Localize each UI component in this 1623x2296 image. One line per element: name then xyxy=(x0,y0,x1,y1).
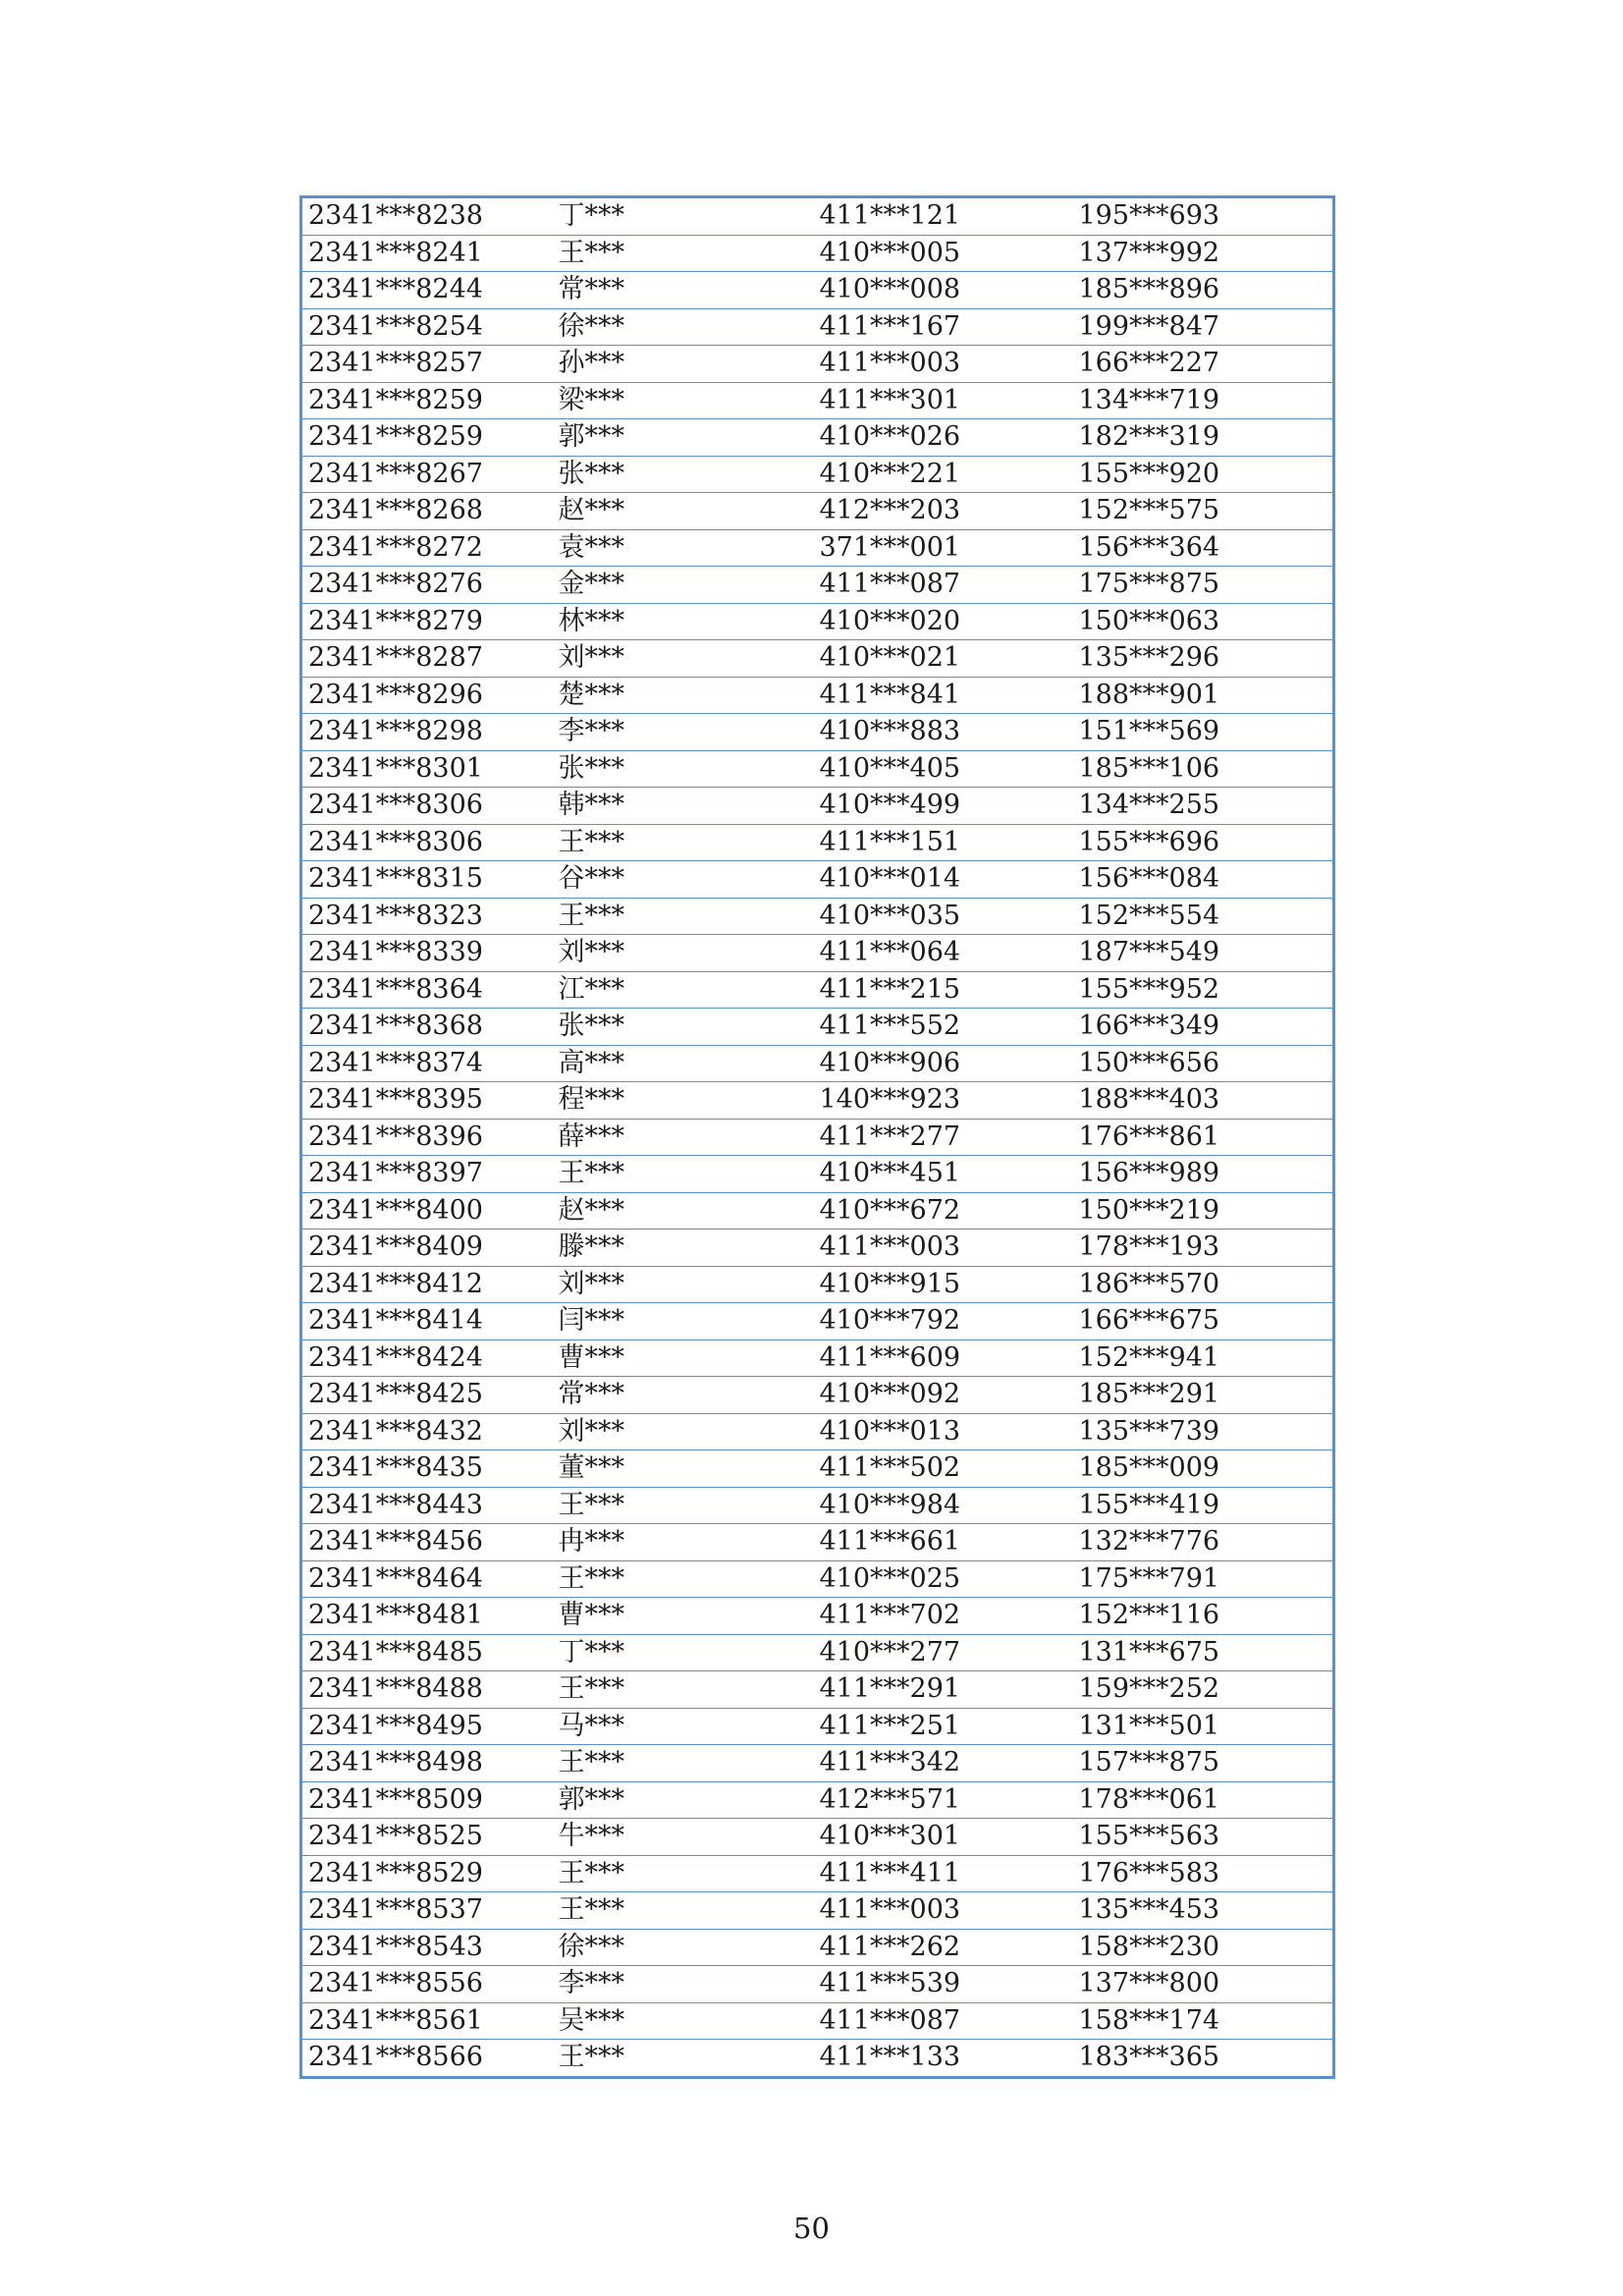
name-cell: 张*** xyxy=(555,1009,814,1046)
exam-id-cell: 2341***8244 xyxy=(301,272,555,309)
exam-id-cell: 2341***8257 xyxy=(301,346,555,383)
exam-id-cell: 2341***8268 xyxy=(301,493,555,530)
id-number-cell: 411***215 xyxy=(814,971,1073,1009)
name-cell: 王*** xyxy=(555,1487,814,1524)
phone-cell: 152***575 xyxy=(1073,493,1334,530)
name-cell: 刘*** xyxy=(555,1266,814,1303)
table-row xyxy=(301,1045,1334,1082)
name-cell: 郭*** xyxy=(555,1781,814,1819)
exam-id-cell: 2341***8495 xyxy=(301,1708,555,1745)
exam-id-cell: 2341***8432 xyxy=(301,1413,555,1450)
exam-id-cell: 2341***8414 xyxy=(301,1303,555,1340)
page-number: 50 xyxy=(793,2212,830,2245)
phone-cell: 166***675 xyxy=(1073,1303,1334,1340)
phone-cell: 155***419 xyxy=(1073,1487,1334,1524)
phone-cell: 131***675 xyxy=(1073,1634,1334,1671)
id-number-cell: 411***003 xyxy=(814,346,1073,383)
table-row xyxy=(301,1855,1334,1892)
name-cell: 王*** xyxy=(555,1855,814,1892)
phone-cell: 176***583 xyxy=(1073,1855,1334,1892)
exam-id-cell: 2341***8323 xyxy=(301,898,555,935)
roster-table xyxy=(299,195,1335,2079)
id-number-cell: 411***064 xyxy=(814,935,1073,972)
phone-cell: 134***255 xyxy=(1073,788,1334,825)
exam-id-cell: 2341***8498 xyxy=(301,1745,555,1782)
name-cell: 刘*** xyxy=(555,640,814,678)
exam-id-cell: 2341***8424 xyxy=(301,1339,555,1377)
exam-id-cell: 2341***8464 xyxy=(301,1560,555,1598)
phone-cell: 156***989 xyxy=(1073,1156,1334,1193)
phone-cell: 155***563 xyxy=(1073,1819,1334,1856)
exam-id-cell: 2341***8241 xyxy=(301,235,555,272)
table-row xyxy=(301,1708,1334,1745)
id-number-cell: 411***277 xyxy=(814,1119,1073,1156)
exam-id-cell: 2341***8259 xyxy=(301,382,555,419)
table-row xyxy=(301,788,1334,825)
exam-id-cell: 2341***8409 xyxy=(301,1230,555,1267)
id-number-cell: 411***301 xyxy=(814,382,1073,419)
id-number-cell: 410***277 xyxy=(814,1634,1073,1671)
exam-id-cell: 2341***8296 xyxy=(301,677,555,714)
exam-id-cell: 2341***8364 xyxy=(301,971,555,1009)
exam-id-cell: 2341***8537 xyxy=(301,1892,555,1930)
name-cell: 李*** xyxy=(555,714,814,751)
id-number-cell: 411***262 xyxy=(814,1929,1073,1966)
id-number-cell: 410***025 xyxy=(814,1560,1073,1598)
name-cell: 林*** xyxy=(555,603,814,640)
phone-cell: 185***896 xyxy=(1073,272,1334,309)
exam-id-cell: 2341***8306 xyxy=(301,788,555,825)
id-number-cell: 412***571 xyxy=(814,1781,1073,1819)
phone-cell: 137***800 xyxy=(1073,1966,1334,2003)
id-number-cell: 410***026 xyxy=(814,419,1073,457)
exam-id-cell: 2341***8276 xyxy=(301,567,555,604)
name-cell: 李*** xyxy=(555,1966,814,2003)
id-number-cell: 411***087 xyxy=(814,567,1073,604)
table-row xyxy=(301,1745,1334,1782)
id-number-cell: 411***841 xyxy=(814,677,1073,714)
table-row xyxy=(301,1082,1334,1120)
phone-cell: 152***116 xyxy=(1073,1598,1334,1635)
name-cell: 马*** xyxy=(555,1708,814,1745)
exam-id-cell: 2341***8368 xyxy=(301,1009,555,1046)
phone-cell: 185***291 xyxy=(1073,1377,1334,1414)
table-row xyxy=(301,640,1334,678)
name-cell: 闫*** xyxy=(555,1303,814,1340)
name-cell: 徐*** xyxy=(555,308,814,346)
id-number-cell: 411***502 xyxy=(814,1450,1073,1488)
name-cell: 王*** xyxy=(555,1671,814,1709)
id-number-cell: 411***251 xyxy=(814,1708,1073,1745)
name-cell: 刘*** xyxy=(555,1413,814,1450)
table-row xyxy=(301,456,1334,493)
id-number-cell: 410***405 xyxy=(814,750,1073,788)
phone-cell: 135***739 xyxy=(1073,1413,1334,1450)
id-number-cell: 411***342 xyxy=(814,1745,1073,1782)
id-number-cell: 411***291 xyxy=(814,1671,1073,1709)
exam-id-cell: 2341***8287 xyxy=(301,640,555,678)
phone-cell: 152***554 xyxy=(1073,898,1334,935)
name-cell: 王*** xyxy=(555,1560,814,1598)
name-cell: 袁*** xyxy=(555,529,814,567)
name-cell: 王*** xyxy=(555,1156,814,1193)
table-row xyxy=(301,861,1334,899)
phone-cell: 195***693 xyxy=(1073,197,1334,236)
table-row xyxy=(301,750,1334,788)
exam-id-cell: 2341***8456 xyxy=(301,1524,555,1561)
table-row xyxy=(301,419,1334,457)
phone-cell: 166***227 xyxy=(1073,346,1334,383)
exam-id-cell: 2341***8435 xyxy=(301,1450,555,1488)
table-row xyxy=(301,1560,1334,1598)
id-number-cell: 411***702 xyxy=(814,1598,1073,1635)
table-row xyxy=(301,272,1334,309)
phone-cell: 159***252 xyxy=(1073,1671,1334,1709)
exam-id-cell: 2341***8254 xyxy=(301,308,555,346)
table-row xyxy=(301,824,1334,861)
exam-id-cell: 2341***8397 xyxy=(301,1156,555,1193)
id-number-cell: 410***092 xyxy=(814,1377,1073,1414)
name-cell: 牛*** xyxy=(555,1819,814,1856)
exam-id-cell: 2341***8267 xyxy=(301,456,555,493)
phone-cell: 186***570 xyxy=(1073,1266,1334,1303)
id-number-cell: 410***013 xyxy=(814,1413,1073,1450)
table-row xyxy=(301,1266,1334,1303)
name-cell: 吴*** xyxy=(555,2002,814,2040)
exam-id-cell: 2341***8396 xyxy=(301,1119,555,1156)
name-cell: 王*** xyxy=(555,1745,814,1782)
id-number-cell: 410***672 xyxy=(814,1192,1073,1230)
exam-id-cell: 2341***8425 xyxy=(301,1377,555,1414)
name-cell: 楚*** xyxy=(555,677,814,714)
name-cell: 王*** xyxy=(555,2040,814,2078)
table-row xyxy=(301,346,1334,383)
id-number-cell: 410***451 xyxy=(814,1156,1073,1193)
id-number-cell: 410***221 xyxy=(814,456,1073,493)
id-number-cell: 410***008 xyxy=(814,272,1073,309)
name-cell: 张*** xyxy=(555,750,814,788)
phone-cell: 155***952 xyxy=(1073,971,1334,1009)
phone-cell: 157***875 xyxy=(1073,1745,1334,1782)
table-row xyxy=(301,1819,1334,1856)
table-row xyxy=(301,1230,1334,1267)
exam-id-cell: 2341***8412 xyxy=(301,1266,555,1303)
roster-table-container xyxy=(299,195,1332,2079)
exam-id-cell: 2341***8306 xyxy=(301,824,555,861)
phone-cell: 178***193 xyxy=(1073,1230,1334,1267)
exam-id-cell: 2341***8395 xyxy=(301,1082,555,1120)
name-cell: 程*** xyxy=(555,1082,814,1120)
phone-cell: 166***349 xyxy=(1073,1009,1334,1046)
id-number-cell: 140***923 xyxy=(814,1082,1073,1120)
id-number-cell: 411***133 xyxy=(814,2040,1073,2078)
id-number-cell: 410***906 xyxy=(814,1045,1073,1082)
phone-cell: 150***219 xyxy=(1073,1192,1334,1230)
table-row xyxy=(301,971,1334,1009)
phone-cell: 176***861 xyxy=(1073,1119,1334,1156)
table-row xyxy=(301,1119,1334,1156)
exam-id-cell: 2341***8374 xyxy=(301,1045,555,1082)
table-row xyxy=(301,677,1334,714)
table-row xyxy=(301,1966,1334,2003)
name-cell: 金*** xyxy=(555,567,814,604)
id-number-cell: 410***021 xyxy=(814,640,1073,678)
table-row xyxy=(301,1192,1334,1230)
id-number-cell: 411***151 xyxy=(814,824,1073,861)
table-row xyxy=(301,1377,1334,1414)
phone-cell: 135***296 xyxy=(1073,640,1334,678)
exam-id-cell: 2341***8238 xyxy=(301,197,555,236)
name-cell: 谷*** xyxy=(555,861,814,899)
exam-id-cell: 2341***8481 xyxy=(301,1598,555,1635)
name-cell: 薛*** xyxy=(555,1119,814,1156)
phone-cell: 131***501 xyxy=(1073,1708,1334,1745)
id-number-cell: 410***020 xyxy=(814,603,1073,640)
name-cell: 高*** xyxy=(555,1045,814,1082)
table-row xyxy=(301,1892,1334,1930)
table-row xyxy=(301,898,1334,935)
name-cell: 常*** xyxy=(555,272,814,309)
id-number-cell: 371***001 xyxy=(814,529,1073,567)
name-cell: 曹*** xyxy=(555,1339,814,1377)
phone-cell: 155***920 xyxy=(1073,456,1334,493)
phone-cell: 158***230 xyxy=(1073,1929,1334,1966)
exam-id-cell: 2341***8298 xyxy=(301,714,555,751)
phone-cell: 150***656 xyxy=(1073,1045,1334,1082)
phone-cell: 188***403 xyxy=(1073,1082,1334,1120)
id-number-cell: 411***539 xyxy=(814,1966,1073,2003)
exam-id-cell: 2341***8259 xyxy=(301,419,555,457)
name-cell: 王*** xyxy=(555,235,814,272)
id-number-cell: 411***003 xyxy=(814,1230,1073,1267)
phone-cell: 183***365 xyxy=(1073,2040,1334,2078)
exam-id-cell: 2341***8485 xyxy=(301,1634,555,1671)
table-row xyxy=(301,1929,1334,1966)
id-number-cell: 410***005 xyxy=(814,235,1073,272)
id-number-cell: 410***883 xyxy=(814,714,1073,751)
exam-id-cell: 2341***8509 xyxy=(301,1781,555,1819)
table-row xyxy=(301,382,1334,419)
id-number-cell: 411***087 xyxy=(814,2002,1073,2040)
name-cell: 冉*** xyxy=(555,1524,814,1561)
phone-cell: 158***174 xyxy=(1073,2002,1334,2040)
phone-cell: 155***696 xyxy=(1073,824,1334,861)
id-number-cell: 410***984 xyxy=(814,1487,1073,1524)
phone-cell: 156***084 xyxy=(1073,861,1334,899)
id-number-cell: 411***411 xyxy=(814,1855,1073,1892)
table-row xyxy=(301,493,1334,530)
table-row xyxy=(301,1671,1334,1709)
table-row xyxy=(301,529,1334,567)
name-cell: 常*** xyxy=(555,1377,814,1414)
exam-id-cell: 2341***8543 xyxy=(301,1929,555,1966)
table-row xyxy=(301,1303,1334,1340)
exam-id-cell: 2341***8556 xyxy=(301,1966,555,2003)
phone-cell: 178***061 xyxy=(1073,1781,1334,1819)
id-number-cell: 411***121 xyxy=(814,197,1073,236)
table-row xyxy=(301,603,1334,640)
phone-cell: 185***106 xyxy=(1073,750,1334,788)
name-cell: 韩*** xyxy=(555,788,814,825)
table-row xyxy=(301,1487,1334,1524)
table-row xyxy=(301,1598,1334,1635)
exam-id-cell: 2341***8525 xyxy=(301,1819,555,1856)
id-number-cell: 410***499 xyxy=(814,788,1073,825)
phone-cell: 199***847 xyxy=(1073,308,1334,346)
table-row xyxy=(301,1450,1334,1488)
table-row xyxy=(301,308,1334,346)
exam-id-cell: 2341***8301 xyxy=(301,750,555,788)
name-cell: 梁*** xyxy=(555,382,814,419)
exam-id-cell: 2341***8272 xyxy=(301,529,555,567)
phone-cell: 156***364 xyxy=(1073,529,1334,567)
exam-id-cell: 2341***8488 xyxy=(301,1671,555,1709)
phone-cell: 150***063 xyxy=(1073,603,1334,640)
exam-id-cell: 2341***8400 xyxy=(301,1192,555,1230)
exam-id-cell: 2341***8339 xyxy=(301,935,555,972)
name-cell: 郭*** xyxy=(555,419,814,457)
id-number-cell: 411***167 xyxy=(814,308,1073,346)
phone-cell: 135***453 xyxy=(1073,1892,1334,1930)
exam-id-cell: 2341***8315 xyxy=(301,861,555,899)
id-number-cell: 411***661 xyxy=(814,1524,1073,1561)
name-cell: 江*** xyxy=(555,971,814,1009)
exam-id-cell: 2341***8529 xyxy=(301,1855,555,1892)
phone-cell: 182***319 xyxy=(1073,419,1334,457)
phone-cell: 137***992 xyxy=(1073,235,1334,272)
name-cell: 滕*** xyxy=(555,1230,814,1267)
table-row xyxy=(301,714,1334,751)
table-row xyxy=(301,1413,1334,1450)
exam-id-cell: 2341***8561 xyxy=(301,2002,555,2040)
table-row xyxy=(301,1009,1334,1046)
exam-id-cell: 2341***8566 xyxy=(301,2040,555,2078)
table-row xyxy=(301,935,1334,972)
name-cell: 董*** xyxy=(555,1450,814,1488)
id-number-cell: 411***609 xyxy=(814,1339,1073,1377)
id-number-cell: 411***003 xyxy=(814,1892,1073,1930)
table-row xyxy=(301,197,1334,236)
id-number-cell: 410***035 xyxy=(814,898,1073,935)
roster-table-body xyxy=(301,197,1334,2078)
name-cell: 孙*** xyxy=(555,346,814,383)
table-row xyxy=(301,235,1334,272)
name-cell: 赵*** xyxy=(555,493,814,530)
table-row xyxy=(301,567,1334,604)
table-row xyxy=(301,1339,1334,1377)
id-number-cell: 410***915 xyxy=(814,1266,1073,1303)
id-number-cell: 410***301 xyxy=(814,1819,1073,1856)
name-cell: 丁*** xyxy=(555,197,814,236)
phone-cell: 175***791 xyxy=(1073,1560,1334,1598)
phone-cell: 132***776 xyxy=(1073,1524,1334,1561)
table-row xyxy=(301,1156,1334,1193)
id-number-cell: 410***792 xyxy=(814,1303,1073,1340)
phone-cell: 188***901 xyxy=(1073,677,1334,714)
name-cell: 张*** xyxy=(555,456,814,493)
table-row xyxy=(301,1524,1334,1561)
phone-cell: 187***549 xyxy=(1073,935,1334,972)
phone-cell: 185***009 xyxy=(1073,1450,1334,1488)
name-cell: 曹*** xyxy=(555,1598,814,1635)
name-cell: 王*** xyxy=(555,824,814,861)
exam-id-cell: 2341***8443 xyxy=(301,1487,555,1524)
phone-cell: 134***719 xyxy=(1073,382,1334,419)
table-row xyxy=(301,1634,1334,1671)
name-cell: 刘*** xyxy=(555,935,814,972)
phone-cell: 152***941 xyxy=(1073,1339,1334,1377)
name-cell: 丁*** xyxy=(555,1634,814,1671)
phone-cell: 151***569 xyxy=(1073,714,1334,751)
name-cell: 王*** xyxy=(555,1892,814,1930)
table-row xyxy=(301,1781,1334,1819)
id-number-cell: 411***552 xyxy=(814,1009,1073,1046)
id-number-cell: 410***014 xyxy=(814,861,1073,899)
phone-cell: 175***875 xyxy=(1073,567,1334,604)
exam-id-cell: 2341***8279 xyxy=(301,603,555,640)
name-cell: 赵*** xyxy=(555,1192,814,1230)
name-cell: 王*** xyxy=(555,898,814,935)
table-row xyxy=(301,2002,1334,2040)
table-row xyxy=(301,2040,1334,2078)
name-cell: 徐*** xyxy=(555,1929,814,1966)
id-number-cell: 412***203 xyxy=(814,493,1073,530)
